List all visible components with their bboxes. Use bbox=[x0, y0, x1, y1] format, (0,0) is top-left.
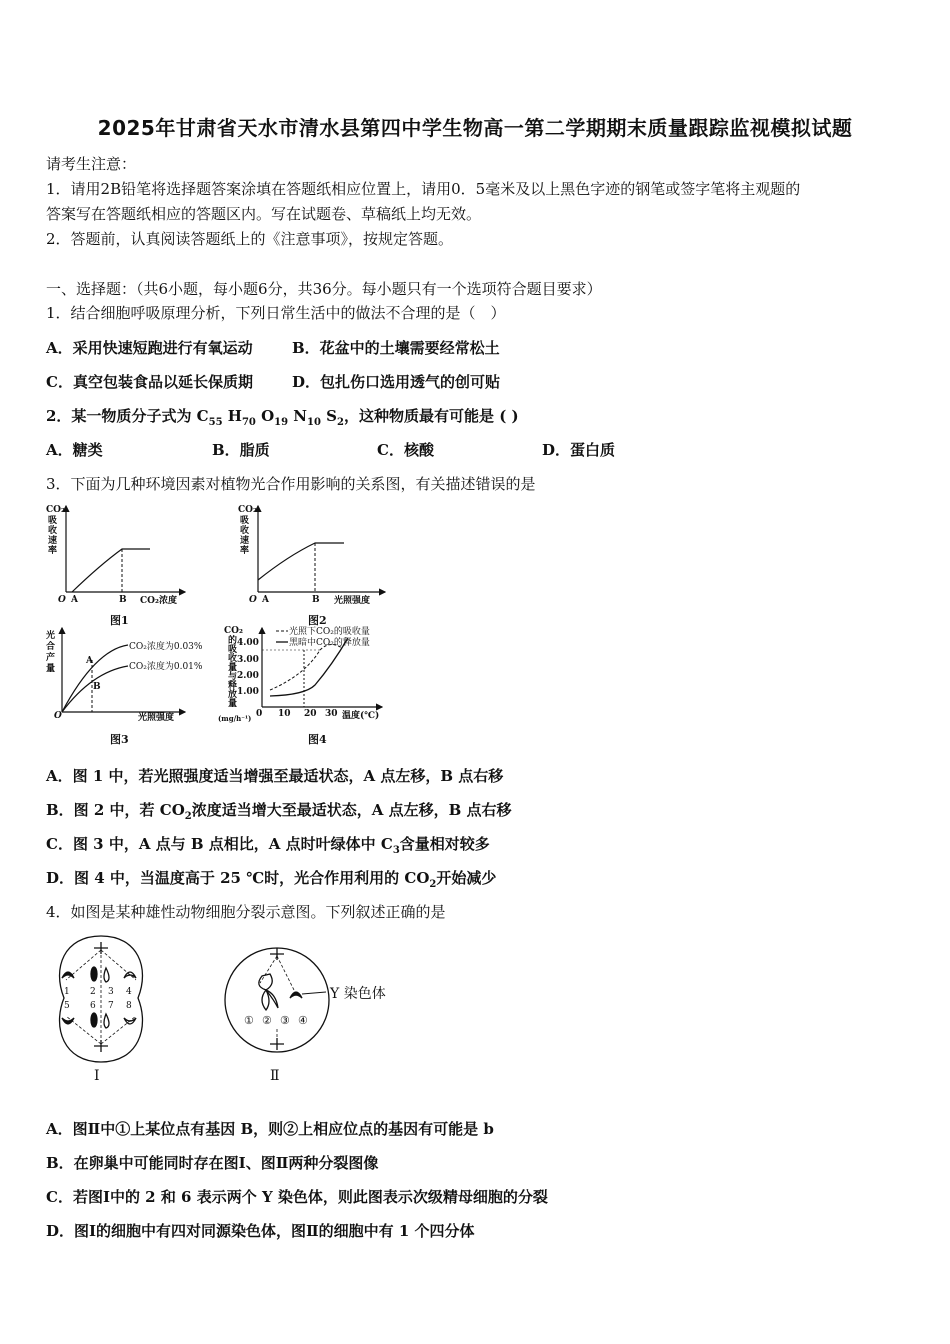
q1-option-a[interactable]: A．采用快速短跑进行有氧运动 bbox=[46, 339, 253, 357]
svg-text:20: 20 bbox=[304, 709, 317, 719]
svg-text:A: A bbox=[86, 656, 93, 666]
svg-text:1: 1 bbox=[64, 987, 70, 997]
svg-text:CO₂浓度为0.03%: CO₂浓度为0.03% bbox=[129, 642, 203, 652]
svg-text:温度(℃): 温度(℃) bbox=[342, 711, 380, 721]
svg-text:吸: 吸 bbox=[228, 645, 238, 655]
svg-text:速: 速 bbox=[240, 536, 250, 546]
svg-text:O: O bbox=[58, 595, 66, 605]
q4-option-b[interactable]: B．在卵巢中可能同时存在图Ⅰ、图Ⅱ两种分裂图像 bbox=[46, 1154, 379, 1172]
section-heading: 一、选择题：（共6小题，每小题6分，共36分。每小题只有一个选项符合题目要求） bbox=[46, 280, 602, 298]
q3-option-b[interactable]: B．图 2 中，若 $CO_2$浓度适当增大至最适状态，A 点左移，B 点右移 bbox=[46, 801, 512, 822]
q4-option-d[interactable]: D．图Ⅰ的细胞中有四对同源染色体，图Ⅱ的细胞中有 1 个四分体 bbox=[46, 1222, 475, 1240]
notice-item-2: 2．答题前，认真阅读答题纸上的《注意事项》，按规定答题。 bbox=[46, 230, 454, 248]
svg-text:图2: 图2 bbox=[308, 614, 327, 627]
svg-text:率: 率 bbox=[240, 546, 250, 556]
svg-text:收: 收 bbox=[48, 526, 58, 536]
cell-diagram-1 bbox=[60, 936, 143, 1062]
svg-text:量: 量 bbox=[46, 664, 56, 674]
svg-text:1.00: 1.00 bbox=[237, 687, 259, 697]
svg-text:4: 4 bbox=[126, 987, 132, 997]
svg-text:光照强度: 光照强度 bbox=[334, 596, 371, 606]
q4-cell-figures bbox=[44, 928, 404, 1088]
q3-option-d[interactable]: D．图 4 中，当温度高于 25 ℃时，光合作用利用的 $CO_2$开始减少 bbox=[46, 869, 497, 890]
svg-text:量: 量 bbox=[228, 663, 238, 673]
svg-text:图4: 图4 bbox=[308, 733, 327, 746]
svg-text:黑暗中CO₂的释放量: 黑暗中CO₂的释放量 bbox=[289, 638, 370, 648]
svg-text:7: 7 bbox=[108, 1001, 114, 1011]
svg-text:3: 3 bbox=[108, 987, 114, 997]
svg-text:产: 产 bbox=[46, 653, 56, 663]
q1-option-c[interactable]: C．真空包装食品以延长保质期 bbox=[46, 373, 253, 391]
notice-item-1-cont: 答案写在答题纸相应的答题区内。写在试题卷、草稿纸上均无效。 bbox=[46, 205, 482, 223]
svg-text:合: 合 bbox=[46, 642, 56, 652]
svg-text:8: 8 bbox=[126, 1001, 132, 1011]
svg-text:CO₂: CO₂ bbox=[46, 505, 65, 515]
q4-option-c[interactable]: C．若图Ⅰ中的 2 和 6 表示两个 Y 染色体，则此图表示次级精母细胞的分裂 bbox=[46, 1188, 548, 1206]
q3-option-a[interactable]: A．图 1 中，若光照强度适当增强至最适状态，A 点左移，B 点右移 bbox=[46, 767, 504, 785]
svg-text:6: 6 bbox=[90, 1001, 96, 1011]
svg-text:吸: 吸 bbox=[240, 516, 250, 526]
cell-diagram-2 bbox=[225, 948, 329, 1052]
svg-text:释: 释 bbox=[228, 681, 238, 691]
svg-text:0: 0 bbox=[256, 709, 263, 719]
svg-text:光照下CO₂的吸收量: 光照下CO₂的吸收量 bbox=[289, 627, 370, 637]
svg-text:的: 的 bbox=[228, 636, 238, 646]
q3-figures bbox=[40, 500, 400, 750]
svg-text:(mg/h⁻¹): (mg/h⁻¹) bbox=[218, 714, 252, 723]
q4-option-a[interactable]: A．图Ⅱ中①上某位点有基因 B，则②上相应位点的基因有可能是 b bbox=[46, 1120, 494, 1138]
svg-text:④: ④ bbox=[298, 1014, 308, 1027]
svg-text:2: 2 bbox=[90, 987, 96, 997]
q2-option-d[interactable]: D．蛋白质 bbox=[542, 441, 616, 459]
svg-text:A: A bbox=[71, 595, 78, 605]
svg-text:速: 速 bbox=[48, 536, 58, 546]
svg-text:O: O bbox=[54, 711, 62, 721]
svg-text:2.00: 2.00 bbox=[237, 671, 259, 681]
svg-text:B: B bbox=[119, 595, 127, 605]
svg-text:3.00: 3.00 bbox=[237, 655, 259, 665]
q2-option-c[interactable]: C．核酸 bbox=[377, 441, 434, 459]
svg-text:与: 与 bbox=[228, 672, 238, 682]
svg-text:10: 10 bbox=[278, 709, 291, 719]
svg-text:30: 30 bbox=[325, 709, 338, 719]
svg-text:CO₂: CO₂ bbox=[238, 505, 257, 515]
svg-text:图1: 图1 bbox=[110, 614, 129, 627]
svg-text:①: ① bbox=[244, 1014, 254, 1027]
figure-4 bbox=[218, 625, 382, 746]
svg-text:收: 收 bbox=[228, 654, 238, 664]
svg-text:图3: 图3 bbox=[110, 733, 129, 746]
svg-text:A: A bbox=[262, 595, 269, 605]
q3-option-c[interactable]: C．图 3 中，A 点与 B 点相比，A 点时叶绿体中 $C_3$含量相对较多 bbox=[46, 835, 490, 856]
figure-2 bbox=[238, 505, 385, 627]
q2-option-a[interactable]: A．糖类 bbox=[46, 441, 103, 459]
svg-text:5: 5 bbox=[64, 1001, 70, 1011]
svg-text:光: 光 bbox=[46, 631, 56, 641]
svg-text:O: O bbox=[249, 595, 257, 605]
svg-text:Ⅰ: Ⅰ bbox=[94, 1068, 100, 1084]
q1-option-d[interactable]: D．包扎伤口选用透气的创可贴 bbox=[292, 373, 501, 391]
svg-text:收: 收 bbox=[240, 526, 250, 536]
svg-text:率: 率 bbox=[48, 546, 58, 556]
svg-text:CO₂浓度为0.01%: CO₂浓度为0.01% bbox=[129, 662, 203, 672]
svg-text:Y 染色体: Y 染色体 bbox=[330, 986, 386, 1002]
q1-option-b[interactable]: B．花盆中的土壤需要经常松土 bbox=[292, 339, 500, 357]
svg-text:光照强度: 光照强度 bbox=[138, 713, 175, 723]
svg-text:③: ③ bbox=[280, 1014, 290, 1027]
notice-item-1: 1．请用2B铅笔将选择题答案涂填在答题纸相应位置上，请用0．5毫米及以上黑色字迹的钢笔或签字笔将主观题的 bbox=[46, 180, 801, 198]
q3-stem: 3．下面为几种环境因素对植物光合作用影响的关系图，有关描述错误的是 bbox=[46, 475, 536, 493]
figure-3 bbox=[46, 628, 203, 746]
q2-option-b[interactable]: B．脂质 bbox=[212, 441, 270, 459]
q2-stem: 2．某一物质分子式为 $C_{55}$ $H_{70}$ $O_{19}$ $N_{10}$ $S_2$，这种物质最有可能是 ( ) bbox=[46, 407, 519, 428]
svg-text:吸: 吸 bbox=[48, 516, 58, 526]
svg-text:B: B bbox=[93, 682, 101, 692]
figure-1 bbox=[46, 505, 185, 627]
q1-stem: 1．结合细胞呼吸原理分析，下列日常生活中的做法不合理的是（ ） bbox=[46, 304, 506, 322]
notice-heading: 请考生注意： bbox=[46, 155, 137, 173]
svg-text:CO₂浓度: CO₂浓度 bbox=[140, 596, 177, 606]
svg-text:量: 量 bbox=[228, 699, 238, 709]
svg-text:B: B bbox=[312, 595, 320, 605]
q4-stem: 4．如图是某种雄性动物细胞分裂示意图。下列叙述正确的是 bbox=[46, 903, 446, 921]
page-title: 2025年甘肃省天水市清水县第四中学生物高一第二学期期末质量跟踪监视模拟试题 bbox=[97, 116, 853, 140]
svg-text:4.00: 4.00 bbox=[237, 638, 259, 648]
svg-text:CO₂: CO₂ bbox=[224, 626, 243, 636]
svg-text:Ⅱ: Ⅱ bbox=[270, 1068, 280, 1084]
svg-text:②: ② bbox=[262, 1014, 272, 1027]
svg-text:放: 放 bbox=[228, 690, 238, 700]
